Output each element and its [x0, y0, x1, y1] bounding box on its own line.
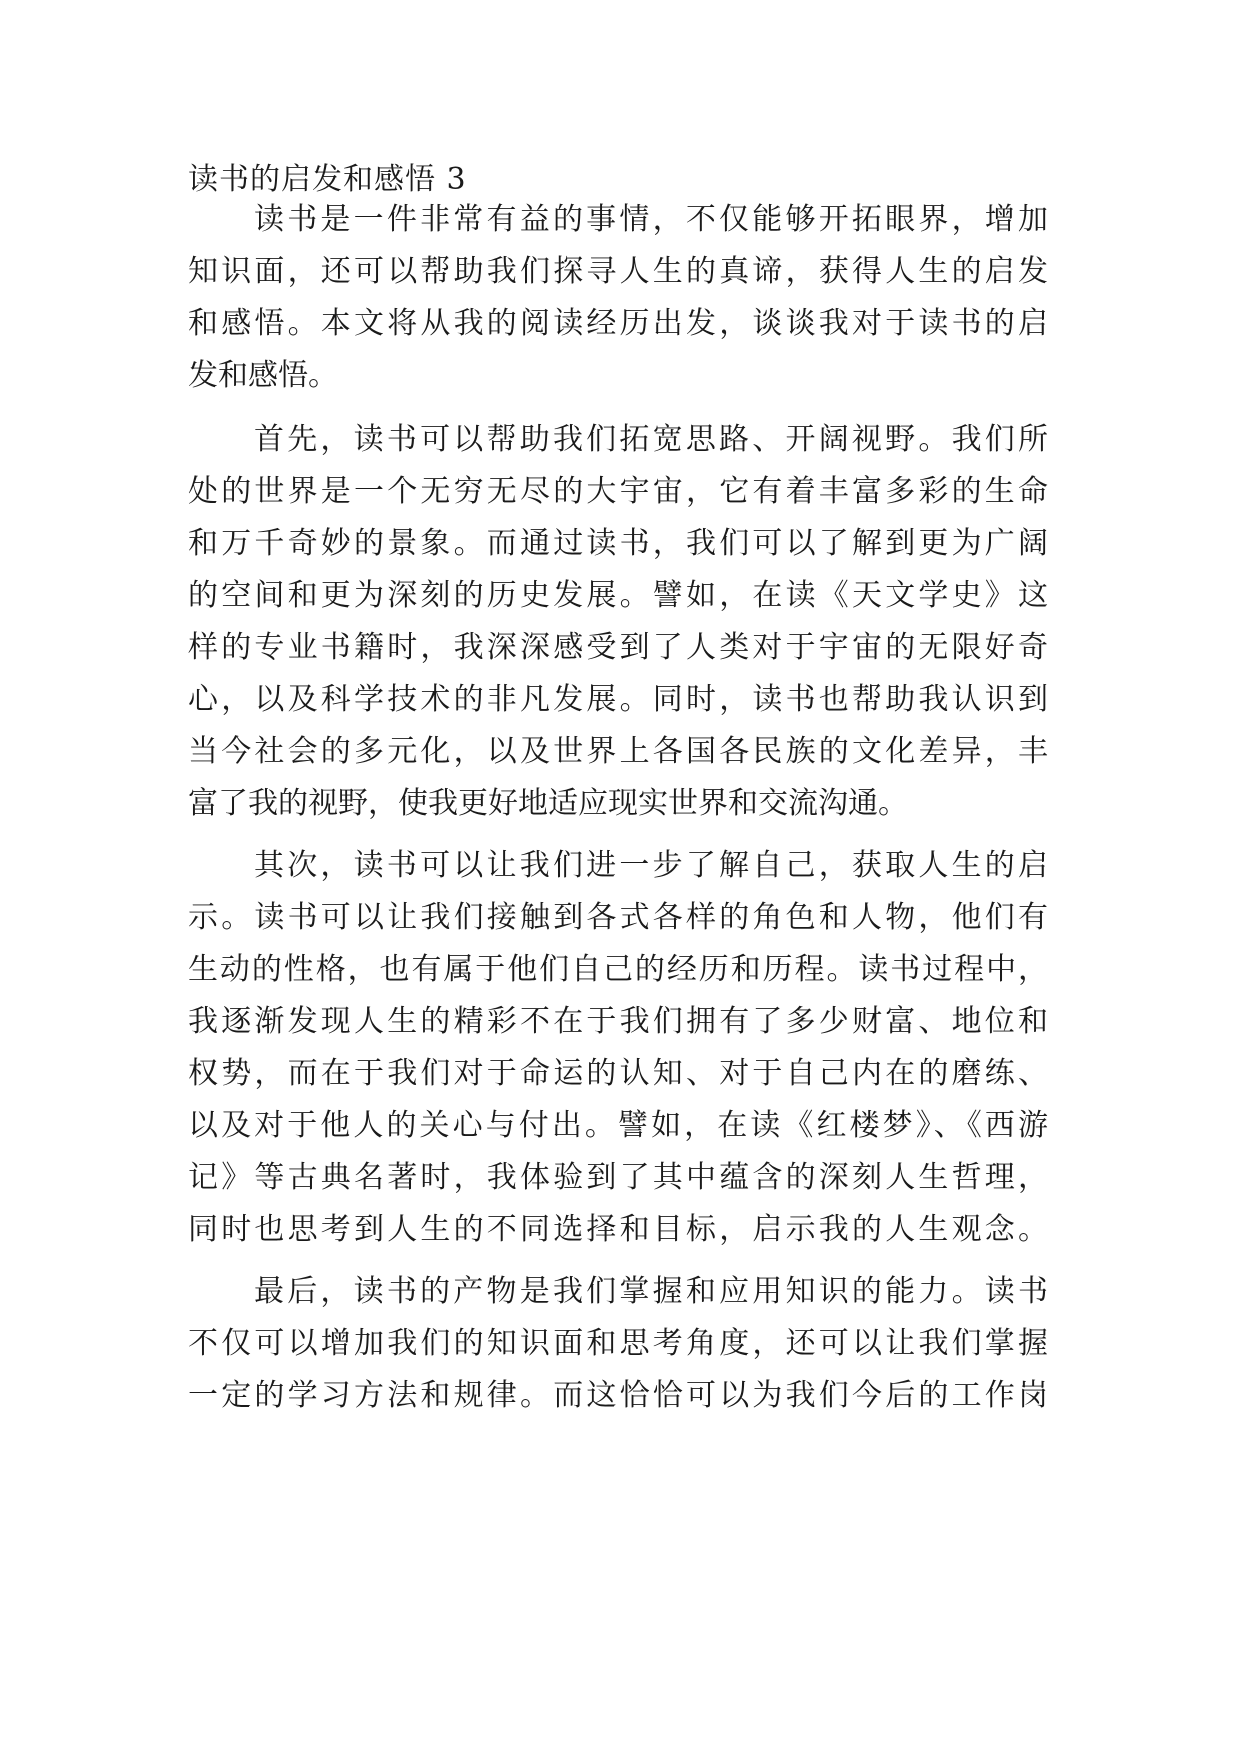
text-line: 我逐渐发现人生的精彩不在于我们拥有了多少财富、地位和: [188, 1004, 1048, 1039]
document-title: 读书的启发和感悟 3: [188, 162, 467, 197]
text-line: 最后，读书的产物是我们掌握和应用知识的能力。读书: [254, 1274, 1048, 1309]
text-line: 心，以及科学技术的非凡发展。同时，读书也帮助我认识到: [188, 682, 1048, 717]
text-line: 生动的性格，也有属于他们自己的经历和历程。读书过程中，: [188, 952, 1048, 987]
text-line: 当今社会的多元化，以及世界上各国各民族的文化差异，丰: [188, 734, 1048, 769]
text-line: 同时也思考到人生的不同选择和目标，启示我的人生观念。: [188, 1212, 1048, 1247]
text-line: 富了我的视野，使我更好地适应现实世界和交流沟通。: [188, 786, 908, 821]
text-line: 其次，读书可以让我们进一步了解自己，获取人生的启: [254, 848, 1048, 883]
text-line: 一定的学习方法和规律。而这恰恰可以为我们今后的工作岗: [188, 1378, 1048, 1413]
text-line: 的空间和更为深刻的历史发展。譬如，在读《天文学史》这: [188, 578, 1048, 613]
text-line: 知识面，还可以帮助我们探寻人生的真谛，获得人生的启发: [188, 254, 1048, 289]
text-line: 首先，读书可以帮助我们拓宽思路、开阔视野。我们所: [254, 422, 1048, 457]
text-line: 样的专业书籍时，我深深感受到了人类对于宇宙的无限好奇: [188, 630, 1048, 665]
text-line: 以及对于他人的关心与付出。譬如，在读《红楼梦》、《西游: [188, 1108, 1048, 1143]
text-line: 不仅可以增加我们的知识面和思考角度，还可以让我们掌握: [188, 1326, 1048, 1361]
text-line: 权势，而在于我们对于命运的认知、对于自己内在的磨练、: [188, 1056, 1048, 1091]
text-line: 和感悟。本文将从我的阅读经历出发，谈谈我对于读书的启: [188, 306, 1048, 341]
text-line: 示。读书可以让我们接触到各式各样的角色和人物，他们有: [188, 900, 1048, 935]
text-line: 发和感悟。: [188, 358, 338, 393]
text-line: 记》等古典名著时，我体验到了其中蕴含的深刻人生哲理，: [188, 1160, 1048, 1195]
text-line: 和万千奇妙的景象。而通过读书，我们可以了解到更为广阔: [188, 526, 1048, 561]
text-line: 处的世界是一个无穷无尽的大宇宙，它有着丰富多彩的生命: [188, 474, 1048, 509]
text-line: 读书是一件非常有益的事情，不仅能够开拓眼界，增加: [254, 202, 1048, 237]
